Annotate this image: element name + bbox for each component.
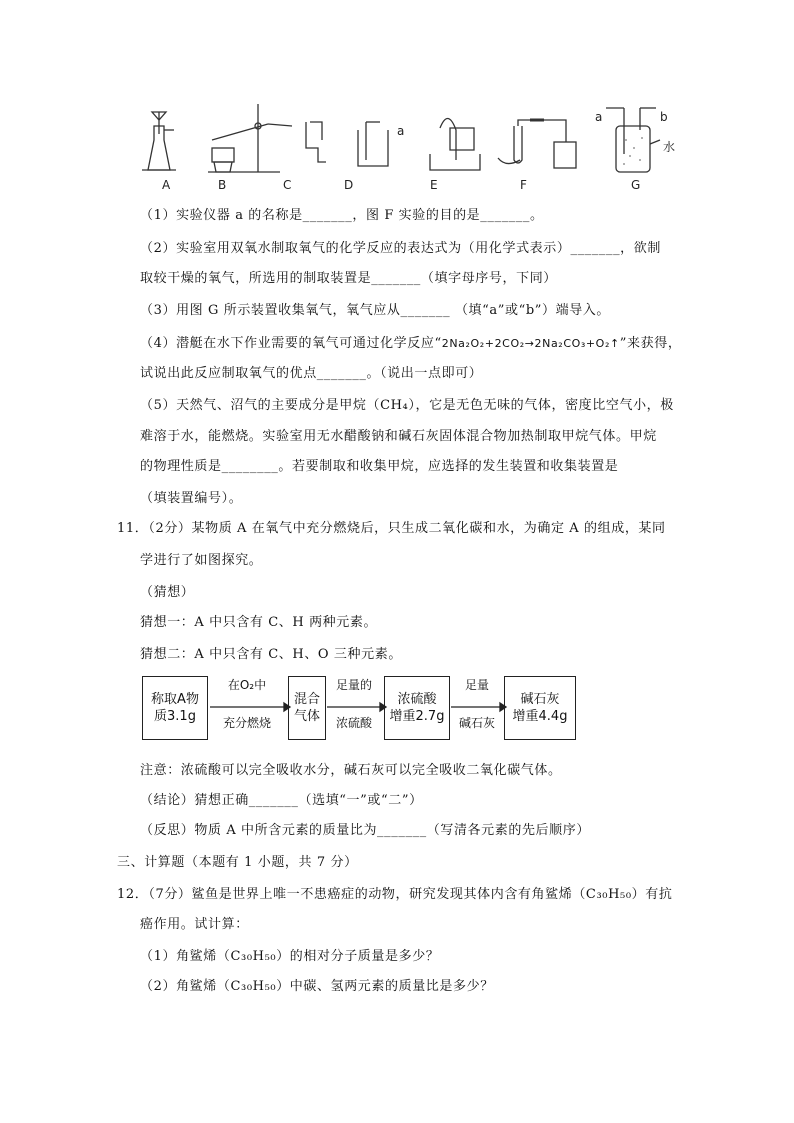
q11-guess2: 猜想二：A 中只含有 C、H、O 三种元素。 [140, 647, 402, 662]
flow-box-mixed-gas-line1: 混合 [293, 692, 320, 707]
q10-part5-line4: （填装置编号）。 [140, 491, 243, 506]
flow-arrow3-top: 足量 [464, 678, 489, 692]
q12-line1: 12．（7分）鲨鱼是世界上唯一不患癌症的动物，研究发现其体内含有角鲨烯（C₃₀H₅₀）有抗 [117, 887, 673, 902]
q11-guess1: 猜想一：A 中只含有 C、H 两种元素。 [140, 615, 378, 630]
flow-arrow3-head [500, 703, 506, 711]
apparatus-label-d: D [344, 178, 354, 192]
apparatus-e-drawing [430, 118, 480, 170]
q11-line2: 学进行了如图探究。 [140, 553, 263, 568]
q10-part4-line1 [140, 335, 681, 353]
q12-line2: 癌作用。试计算： [140, 917, 249, 932]
q10-part2-line1: （2）实验室用双氧水制取氧气的化学反应的表达式为（用化学式表示）_______，欲制 [140, 241, 661, 256]
q11-conclusion: （结论）猜想正确_______（选填“一”或“二”） [140, 793, 423, 808]
apparatus-g-drawing [606, 108, 660, 172]
apparatus-g-water: 水 [663, 140, 676, 154]
apparatus-label-f: F [520, 178, 527, 192]
apparatus-label-e: E [430, 178, 438, 192]
apparatus-figure [130, 100, 690, 192]
q12-part2: （2）角鲨烯（C₃₀H₅₀）中碳、氢两元素的质量比是多少？ [140, 979, 494, 994]
apparatus-g-mark-a: a [595, 110, 603, 124]
apparatus-a-drawing [142, 112, 176, 170]
q10-part1: （1）实验仪器 a 的名称是_______，图 F 实验的目的是_______。 [140, 208, 544, 223]
flow-box-sulfuric-line2: 增重2.7g [389, 709, 445, 724]
q10-part2-line2: 取较干燥的氧气，所选用的制取装置是_______（填字母序号，下同） [140, 271, 557, 286]
flow-box-sodalime-line2: 增重4.4g [512, 709, 568, 724]
flow-arrow1-head [284, 703, 290, 711]
flow-arrow2-bottom: 浓硫酸 [335, 716, 372, 730]
q11-guess-heading: （猜想） [140, 585, 195, 600]
q11-line1: 11．（2分）某物质 A 在氧气中充分燃烧后，只生成二氧化碳和水，为确定 A 的组成，某同 [117, 521, 666, 536]
flow-arrows [140, 670, 610, 750]
apparatus-f-drawing [498, 120, 576, 168]
flow-arrow1-bottom: 充分燃烧 [222, 716, 271, 730]
flow-box-sodalime-line1: 碱石灰 [520, 692, 560, 707]
apparatus-label-a: A [162, 178, 171, 192]
q11-reflection: （反思）物质 A 中所含元素的质量比为_______（写清各元素的先后顺序） [140, 823, 590, 838]
apparatus-label-c: C [283, 178, 292, 192]
q11-flow-diagram [140, 670, 610, 750]
q12-part1: （1）角鲨烯（C₃₀H₅₀）的相对分子质量是多少？ [140, 949, 440, 964]
apparatus-b-drawing [208, 104, 292, 172]
q10-part4-text-a: （4）潜艇在水下作业需要的氧气可通过化学反应“ [140, 336, 442, 351]
q10-part3: （3）用图 G 所示装置收集氧气，氧气应从_______ （填“a”或“b”）端导入。 [140, 303, 611, 318]
q11-note: 注意：浓硫酸可以完全吸收水分，碱石灰可以完全吸收二氧化碳气体。 [140, 763, 562, 778]
flow-arrow2-head [380, 703, 386, 711]
q10-part5-line1: （5）天然气、沼气的主要成分是甲烷（CH₄），它是无色无味的气体，密度比空气小，极 [140, 398, 674, 413]
q10-part5-line2: 难溶于水，能燃烧。实验室用无水醋酸钠和碱石灰固体混合物加热制取甲烷气体。甲烷 [140, 429, 657, 444]
flow-arrow1-top: 在O₂中 [227, 678, 267, 692]
q10-part4-text-b: ”来获得， [619, 336, 682, 351]
q10-part4-formula: 2Na₂O₂+2CO₂→2Na₂CO₃+O₂↑ [441, 337, 620, 350]
apparatus-label-g: G [631, 178, 641, 192]
apparatus-mark-a: a [397, 124, 405, 138]
flow-box-weigh-line1: 称取A物 [151, 692, 199, 707]
apparatus-g-mark-b: b [660, 110, 668, 124]
flow-box-sulfuric-line1: 浓硫酸 [397, 692, 437, 707]
flow-box-mixed-gas-line2: 气体 [293, 709, 320, 724]
apparatus-d-drawing [358, 122, 388, 166]
q10-part5-line3: 的物理性质是________。若要制取和收集甲烷，应选择的发生装置和收集装置是 [140, 459, 619, 474]
q10-part4-line2: 试说出此反应制取氧气的优点_______。（说出一点即可） [140, 366, 483, 381]
flow-arrow2-top: 足量的 [335, 678, 372, 692]
apparatus-label-b: B [218, 178, 227, 192]
flow-arrow3-bottom: 碱石灰 [458, 716, 495, 730]
section3-heading: 三、计算题（本题有 1 小题，共 7 分） [117, 855, 358, 870]
apparatus-c-drawing [306, 122, 326, 162]
flow-box-weigh-line2: 质3.1g [154, 709, 196, 724]
